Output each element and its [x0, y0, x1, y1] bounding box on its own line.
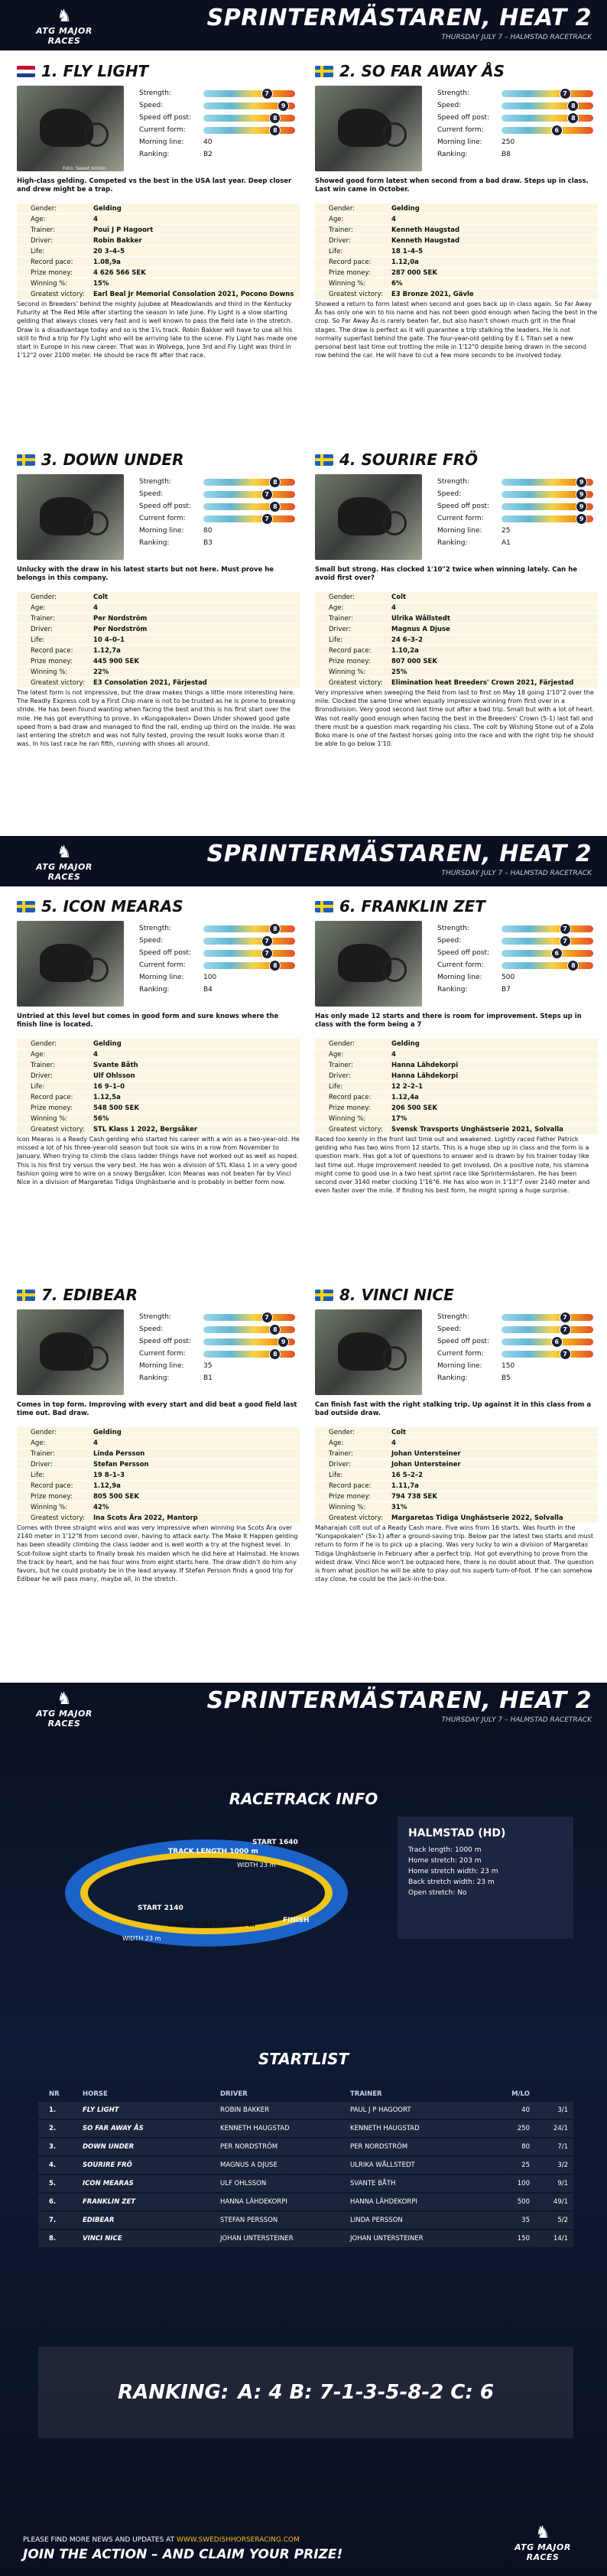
horse-stats	[437, 87, 598, 161]
fact-row-trainer: Trainer: Linda Persson	[17, 1449, 300, 1459]
horse-intro: Unlucky with the draw in his latest starts but not here. Must prove he belongs in this company.	[17, 566, 274, 583]
fact-row-trainer: Trainer: Kenneth Haugstad	[315, 225, 598, 236]
fact-row-driver: Driver: Johan Untersteiner	[315, 1459, 598, 1470]
rating-bar	[502, 90, 593, 97]
rating-knob: 7	[261, 88, 273, 99]
rating-bar	[203, 491, 295, 498]
horse-name: 1. FLY LIGHT	[41, 62, 149, 80]
stat-speed-off-post: Speed off post: 6	[437, 1335, 598, 1348]
horse-stats	[437, 1311, 598, 1384]
track-diagram	[54, 1832, 359, 1954]
stat-ranking: Ranking: B2	[139, 151, 213, 158]
horse-logo-icon: ♞	[535, 2523, 550, 2542]
fact-row-winning: Winning %: 56%	[17, 1114, 300, 1124]
stat-morning-line: Morning line: 25	[437, 527, 511, 535]
fact-row-prize: Prize money: 548 500 SEK	[17, 1103, 300, 1114]
fact-row-trainer: Trainer: Per Nordström	[17, 613, 300, 624]
fact-row-gender: Gender: Gelding	[17, 203, 300, 214]
page-title: SPRINTERMÄSTAREN, HEAT 2	[206, 1687, 592, 1714]
horse-logo-icon: ♞	[57, 843, 72, 862]
track-info-row: Home stretch width: 23 m	[408, 1867, 498, 1875]
stat-current-form: Current form: 8	[139, 1348, 300, 1360]
rating-knob: 7	[560, 88, 571, 99]
rating-knob: 8	[269, 476, 281, 488]
fact-row-winning: Winning %: 17%	[315, 1114, 598, 1124]
stat-speed-off-post: Speed off post: 9	[437, 500, 598, 512]
horse-photo	[17, 921, 124, 1007]
fact-row-life: Life: 19 8–1–3	[17, 1470, 300, 1481]
stat-current-form: Current form: 7	[139, 512, 300, 525]
startlist-row: 5. ICON MEARAS ULF OHLSSON SVANTE BÅTH 100 9/1	[38, 2175, 573, 2192]
rating-knob: 7	[261, 489, 273, 500]
horse-card	[315, 61, 598, 359]
fact-row-prize: Prize money: 287 000 SEK	[315, 268, 598, 278]
fact-row-greatest: Greatest victory: Elimination heat Breeders' Crown 2021, Färjestad	[315, 678, 598, 688]
fact-row-life: Life: 24 6–3–2	[315, 635, 598, 646]
fact-row-winning: Winning %: 22%	[17, 667, 300, 678]
stat-speed: Speed: 9	[437, 488, 598, 500]
fact-row-record: Record pace: 1.12,5a	[17, 1092, 300, 1103]
rating-knob: 8	[269, 501, 281, 512]
startlist-row: 2. SO FAR AWAY ÅS KENNETH HAUGSTAD KENNETH HAUGSTAD 250 24/1	[38, 2120, 573, 2137]
header-band-1	[0, 0, 607, 50]
fact-row-age: Age: 4	[17, 603, 300, 613]
rating-knob: 7	[261, 1312, 273, 1323]
horse-photo	[17, 474, 124, 560]
fact-row-prize: Prize money: 805 500 SEK	[17, 1491, 300, 1502]
stat-speed: Speed: 8	[437, 99, 598, 112]
fact-row-record: Record pace: 1.10,2a	[315, 646, 598, 656]
track-name: HALMSTAD (HD)	[408, 1827, 506, 1839]
horse-intro: Can finish fast with the right stalking trip. Up against it in this class from a bad outside draw.	[315, 1401, 592, 1418]
atg-logo[interactable]: ♞ ATG MAJOR RACES	[18, 1690, 110, 1729]
track-info-row: Home stretch: 203 m	[408, 1856, 482, 1865]
rating-bar	[203, 127, 295, 134]
ranking-value: A: 4 B: 7-1-3-5-8-2 C: 6	[238, 2381, 494, 2404]
horse-facts	[17, 1427, 300, 1524]
horse-logo-icon: ♞	[57, 1690, 72, 1709]
stat-strength: Strength: 7	[139, 1311, 300, 1323]
stat-speed-off-post: Speed off post: 9	[139, 1335, 300, 1348]
stat-morning-line: Morning line: 80	[139, 527, 213, 535]
rating-bar	[203, 115, 295, 122]
rating-knob: 9	[576, 501, 587, 512]
rating-knob: 8	[269, 112, 281, 124]
rating-bar	[203, 1338, 295, 1345]
horse-story: Second in Breeders' behind the mighty Jujubee at Meadowlands and third in the Kentucky Futurity at The Red Mile after starting the season in late June. Fly Light is a slow starting gelding that always closes very fast and is well known to pass the field late in the stretch. Draw is a disadvantage today and so is the 1¼ track. Robin Bakker will have to use all his skill to find a trip for Fly Light who will be arriving late to the scene. Fly Light has made one start in Europe in his new career. That was in Wolvega, June 3rd and Fly Light was third in 1'12"2 over 2100 meter. He should be race fit after that race.	[17, 301, 297, 359]
horse-photo	[315, 1309, 422, 1395]
rating-bar	[203, 950, 295, 957]
flag-icon	[315, 901, 333, 912]
horse-card	[17, 450, 300, 748]
stat-current-form: Current form: 9	[437, 512, 598, 525]
footer-line2: JOIN THE ACTION – AND CLAIM YOUR PRIZE!	[23, 2547, 343, 2562]
stat-strength: Strength: 7	[139, 87, 300, 99]
stat-strength: Strength: 7	[437, 1311, 598, 1323]
horse-name: 3. DOWN UNDER	[41, 450, 184, 469]
horse-story: Raced too keenly in the front last time out and weakened. Lightly raced Father Patrick gelding who has two wins from 12 starts. This is a huge step up in class and the form is a question mark. Has got a lot of questions to answer and is drawn by his trainer today like last time out. Huge improvement needed to get involved. On a positive note, his stamina might come to good use in a two heat sprint race like Sprintermästaren. He has been second over 3140 meter clocking 1'16"6. He has also won in 1'13"7 over 2140 meter and even faster over the mile. If finding his best form, he might spring a huge surprise.	[315, 1136, 590, 1195]
horse-photo	[17, 1309, 124, 1395]
rating-bar	[502, 925, 593, 932]
rating-knob: 8	[269, 125, 281, 136]
startlist-row: 8. VINCI NICE JOHAN UNTERSTEINER JOHAN UNTERSTEINER 150 14/1	[38, 2230, 573, 2247]
horse-story: Showed a return to form latest when second and goes back up in class again. So Far Away Ås has only one win to his name and has not been good enough when facing the best in the crop. So Far Away Ås is rarely beaten far, but also hasn't shown much grit in the final stages. The draw is perfect as it will guarantee a trip stalking the leaders. He is not normally superfast behind the gate. The four-year-old gelding by E L Titan set a new personal best last time out trotting the mile in 1'12"0 despite being drawn in the second row behind the car. He will have to cut a few more seconds to be involved today.	[315, 301, 598, 359]
rating-bar	[203, 503, 295, 510]
fact-row-driver: Driver: Kenneth Haugstad	[315, 236, 598, 246]
fact-row-record: Record pace: 1.12,4a	[315, 1092, 598, 1103]
stat-ranking: Ranking: B1	[139, 1374, 213, 1382]
flag-icon	[17, 1290, 35, 1301]
horse-card	[17, 61, 300, 359]
header-band-2	[0, 836, 607, 886]
fact-row-driver: Driver: Stefan Persson	[17, 1459, 300, 1470]
stat-ranking: Ranking: B3	[139, 539, 213, 547]
atg-logo[interactable]: ♞ ATG MAJOR RACES	[18, 8, 110, 46]
horse-intro: Small but strong. Has clocked 1'10"2 twice when winning lately. Can he avoid first over?	[315, 566, 578, 583]
ranking-label: RANKING:	[118, 2381, 229, 2404]
horse-logo-icon: ♞	[57, 7, 72, 26]
track-info-row: Back stretch width: 23 m	[408, 1878, 495, 1886]
rating-bar	[203, 1314, 295, 1321]
rating-knob: 7	[560, 923, 571, 935]
rating-bar	[502, 938, 593, 945]
fact-row-driver: Driver: Ulf Ohlsson	[17, 1071, 300, 1081]
rating-knob: 7	[261, 935, 273, 947]
footer	[23, 2536, 342, 2562]
flag-icon	[17, 901, 35, 912]
flag-icon	[315, 454, 333, 466]
rating-knob: 7	[560, 935, 571, 947]
stat-speed-off-post: Speed off post: 8	[437, 112, 598, 124]
rating-bar	[203, 90, 295, 97]
horse-stats	[139, 87, 300, 161]
rating-bar	[203, 479, 295, 486]
track-length-label: TRACK LENGTH 1000 m	[168, 1848, 258, 1856]
horse-intro: High-class gelding. Competed vs the best in the USA last year. Deep closer and drew might be a trap.	[17, 177, 292, 194]
rating-bar	[502, 516, 593, 522]
fact-row-life: Life: 18 1–4–5	[315, 246, 598, 257]
rating-knob: 8	[269, 960, 281, 971]
startlist-row: 7. EDIBEAR STEFAN PERSSON LINDA PERSSON 35 5/2	[38, 2212, 573, 2229]
fact-row-winning: Winning %: 25%	[315, 667, 598, 678]
horse-intro: Showed good form latest when second from a bad draw. Steps up in class. Last win came in October.	[315, 177, 589, 194]
horse-photo	[315, 86, 422, 171]
fact-row-gender: Gender: Gelding	[17, 1039, 300, 1049]
horse-story: Comes with three straight wins and was very impressive when winning Ina Scots Ära over 2140 meter in 1'12"8 from second over, having to attack early. The Make It Happen gelding has been steadily climbing the class ladder and is well worth a try at the highest level. In Scot-follow sight starts to finally break his maiden which he did here at Halmstad. He knows the track by heart, and he has four wins from eight starts here. The draw didn't do him any favors, but he could probably be in the lead anyway. If Stefan Persson finds a good trip for Edibear he will pass many, maybe all, in the stretch.	[17, 1524, 300, 1583]
horse-card	[315, 1285, 598, 1583]
fact-row-prize: Prize money: 445 900 SEK	[17, 656, 300, 667]
rating-knob: 8	[269, 1324, 281, 1335]
fact-row-record: Record pace: 1.08,9a	[17, 257, 300, 268]
rating-knob: 9	[278, 1336, 289, 1348]
horse-intro: Has only made 12 starts and there is room for improvement. Steps up in class with the form being a 7	[315, 1013, 582, 1029]
horse-photo	[315, 474, 422, 560]
flag-icon	[315, 1290, 333, 1301]
horse-facts	[17, 592, 300, 688]
horse-story: Maharajah colt out of a Ready Cash mare. Five wins from 16 starts. Was fourth in the "Kungapokalen" (5x-1) after a ground-saving trip. Below par the latest two starts and must return to form if he is to pick up a placing. Was very lucky to win a division of Margaretas Tidiga Unghästserie in February after a perfect trip. Hot got everything to prove from the widest draw. Vinci Nice won't be outpaced here, there is no doubt about that. The question is from what position he will be able to play out his superb turn-of-foot. If he can somehow stay close, he could be the jack-in-the-box.	[315, 1524, 594, 1583]
fact-row-winning: Winning %: 6%	[315, 278, 598, 289]
footer-line1: PLEASE FIND MORE NEWS AND UPDATES AT	[23, 2536, 177, 2544]
horse-facts	[315, 592, 598, 688]
fact-row-record: Record pace: 1.11,7a	[315, 1481, 598, 1491]
finish-label: FINISH	[283, 1917, 310, 1924]
fact-row-gender: Gender: Gelding	[315, 203, 598, 214]
fact-row-gender: Gender: Colt	[315, 1427, 598, 1438]
fact-row-prize: Prize money: 807 000 SEK	[315, 656, 598, 667]
fact-row-winning: Winning %: 15%	[17, 278, 300, 289]
stat-strength: Strength: 8	[139, 922, 300, 935]
fact-row-life: Life: 20 3–4–5	[17, 246, 300, 257]
stat-ranking: Ranking: B4	[139, 986, 213, 994]
fact-row-greatest: Greatest victory: E3 Consolation 2021, Färjestad	[17, 678, 300, 688]
atg-logo-footer[interactable]: ♞ ATG MAJOR RACES	[497, 2524, 589, 2562]
startlist-title: STARTLIST	[258, 2050, 349, 2068]
stat-morning-line: Morning line: 100	[139, 974, 217, 981]
stat-speed: Speed: 7	[139, 935, 300, 947]
rating-knob: 9	[576, 476, 587, 488]
stat-speed: Speed: 9	[139, 99, 300, 112]
rating-bar	[502, 1326, 593, 1333]
rating-bar	[203, 102, 295, 109]
fact-row-driver: Driver: Magnus A Djuse	[315, 624, 598, 635]
stat-current-form: Current form: 6	[437, 124, 598, 136]
fact-row-age: Age: 4	[315, 214, 598, 225]
page-subtitle: THURSDAY JULY 7 – HALMSTAD RACETRACK	[441, 1716, 592, 1724]
width-top-label: WIDTH 23 m	[237, 1862, 276, 1869]
horse-facts	[17, 1039, 300, 1135]
home-stretch-label: HOME STRETCH 203 m	[168, 1921, 255, 1929]
stat-speed: Speed: 7	[437, 935, 598, 947]
rating-bar	[502, 491, 593, 498]
rating-bar	[502, 1338, 593, 1345]
horse-name: 7. EDIBEAR	[41, 1286, 138, 1304]
fact-row-gender: Gender: Colt	[315, 592, 598, 603]
stat-speed: Speed: 7	[437, 1323, 598, 1335]
rating-bar	[502, 1351, 593, 1358]
fact-row-driver: Driver: Hanna Lähdekorpi	[315, 1071, 598, 1081]
rating-bar	[502, 479, 593, 486]
stat-strength: Strength: 7	[437, 87, 598, 99]
stat-morning-line: Morning line: 500	[437, 974, 515, 981]
page-title: SPRINTERMÄSTAREN, HEAT 2	[206, 5, 592, 31]
footer-url-link[interactable]: WWW.SWEDISHHORSERACING.COM	[176, 2536, 300, 2544]
horse-stats	[437, 922, 598, 996]
fact-row-gender: Gender: Gelding	[315, 1039, 598, 1049]
horse-story: Very impressive when sweeping the field from last to first on May 18 going 1'10"2 over the mile. Clocked the same time when equally impressive winning from first over in a Bronsdivision. Very good second last time out after a bad trip. Small but with a lot of heart. Was not really good enough when facing the best in the Breeders' Crown (5-1) last fall and there must be a question mark regarding his class. The colt by Wishing Stone out of a Zola Boko mare is one of the fastest horses going into the race and with the right trip he should be able to go below 1'10.	[315, 689, 595, 748]
rating-bar	[502, 503, 593, 510]
flag-icon	[17, 454, 35, 466]
rating-knob: 9	[576, 489, 587, 500]
rating-bar	[502, 1314, 593, 1321]
rating-bar	[203, 1326, 295, 1333]
stat-speed-off-post: Speed off post: 7	[139, 947, 300, 959]
track-info-box	[398, 1817, 573, 1939]
fact-row-record: Record pace: 1.12,7a	[17, 646, 300, 656]
fact-row-greatest: Greatest victory: STL Klass 1 2022, Bergsåker	[17, 1124, 300, 1135]
horse-facts	[315, 1039, 598, 1135]
fact-row-prize: Prize money: 206 500 SEK	[315, 1103, 598, 1114]
rating-knob: 6	[551, 948, 563, 959]
startlist-table	[38, 2086, 573, 2249]
fact-row-greatest: Greatest victory: Ina Scots Ära 2022, Mantorp	[17, 1513, 300, 1524]
horse-name: 4. SOURIRE FRÖ	[339, 450, 479, 469]
horse-stats	[139, 1311, 300, 1384]
rating-bar	[502, 950, 593, 957]
fact-row-age: Age: 4	[315, 1438, 598, 1449]
start-2140-label: START 2140	[138, 1904, 183, 1912]
flag-icon	[315, 66, 333, 77]
rating-bar	[203, 938, 295, 945]
fact-row-trainer: Trainer: Pouï J P Hagoort	[17, 225, 300, 236]
page-subtitle: THURSDAY JULY 7 – HALMSTAD RACETRACK	[441, 34, 592, 41]
horse-intro: Untried at this level but comes in good form and sure knows where the finish line is located.	[17, 1013, 279, 1029]
horse-card	[315, 896, 598, 1195]
width-bottom-label: WIDTH 23 m	[122, 1935, 161, 1942]
rating-knob: 7	[560, 1348, 571, 1360]
rating-bar	[502, 127, 593, 134]
startlist-row: 1. FLY LIGHT ROBIN BAKKER PAUL J P HAGOORT 40 3/1	[38, 2102, 573, 2119]
rating-knob: 8	[269, 923, 281, 935]
fact-row-trainer: Trainer: Svante Båth	[17, 1060, 300, 1071]
rating-knob: 9	[278, 100, 289, 112]
fact-row-prize: Prize money: 4 626 566 SEK	[17, 268, 300, 278]
horse-photo	[17, 86, 124, 171]
fact-row-life: Life: 16 9–1–0	[17, 1081, 300, 1092]
rating-knob: 8	[567, 100, 579, 112]
horse-facts	[315, 1427, 598, 1524]
fact-row-age: Age: 4	[17, 214, 300, 225]
horse-name: 5. ICON MEARAS	[41, 897, 183, 916]
horse-story: Icon Mearas is a Ready Cash gelding who started his career with a win as a two-year-old. He missed a lot of his three-year-old season but took six wins in a row from November to January. When trying to climb the class ladder things have not worked out as well as hoped. This is his first try versus the very best. He has won a division of STL Klass 1 in a very good fashion going wire to wire on a snowy Bergsåker. Icon Mearas was not beaten far by Vinci Nice in a division of Margaretas Tidiga Unghästserie and is probably in better form now.	[17, 1136, 300, 1186]
fact-row-winning: Winning %: 42%	[17, 1502, 300, 1513]
fact-row-greatest: Greatest victory: E3 Bronze 2021, Gävle	[315, 289, 598, 300]
fact-row-driver: Driver: Robin Bakker	[17, 236, 300, 246]
rating-bar	[203, 962, 295, 969]
rating-bar	[502, 962, 593, 969]
startlist-row: 3. DOWN UNDER PER NORDSTRÖM PER NORDSTRÖM 80 7/1	[38, 2139, 573, 2155]
horse-photo	[315, 921, 422, 1007]
stat-speed-off-post: Speed off post: 8	[139, 500, 300, 512]
fact-row-life: Life: 16 5–2–2	[315, 1470, 598, 1481]
startlist-row: 6. FRANKLIN ZET HANNA LÄHDEKORPI HANNA LÄHDEKORPI 500 49/1	[38, 2194, 573, 2210]
rating-knob: 9	[576, 513, 587, 525]
stat-ranking: Ranking: B7	[437, 986, 511, 994]
atg-logo[interactable]: ♞ ATG MAJOR RACES	[18, 844, 110, 882]
rating-knob: 7	[261, 948, 273, 959]
fact-row-record: Record pace: 1.12,0a	[315, 257, 598, 268]
fact-row-life: Life: 10 4–0–1	[17, 635, 300, 646]
horse-facts	[315, 203, 598, 300]
stat-strength: Strength: 8	[139, 476, 300, 488]
stat-current-form: Current form: 8	[139, 959, 300, 971]
fact-row-driver: Driver: Per Nordström	[17, 624, 300, 635]
stat-morning-line: Morning line: 250	[437, 138, 515, 146]
stat-current-form: Current form: 8	[139, 124, 300, 136]
fact-row-greatest: Greatest victory: Earl Beal Jr Memorial Consolation 2021, Pocono Downs	[17, 289, 300, 300]
rating-bar	[203, 925, 295, 932]
fact-row-age: Age: 4	[17, 1049, 300, 1060]
rating-bar	[203, 516, 295, 522]
stat-current-form: Current form: 7	[437, 1348, 598, 1360]
stat-ranking: Ranking: B5	[437, 1374, 511, 1382]
fact-row-age: Age: 4	[17, 1438, 300, 1449]
fact-row-gender: Gender: Colt	[17, 592, 300, 603]
rating-bar	[502, 115, 593, 122]
horse-story: The latest form is not impressive, but the draw makes things a little more interesting here. The Readly Express colt by a First Chip mare is not to be trusted as he is prone to breaking stride. He has been found wanting when facing the best and this is his first start over the mile. He has got everything to prove. In »Kungapokalen« Down Under showed good gate speed from a bad draw and managed to find the rail, ending up third on the inside. He was last entering the stretch and was not fully tested, proving the result looks worse than it was. In his last race he ran fifth, running with shoes all around.	[17, 689, 296, 748]
fact-row-greatest: Greatest victory: Svensk Travsports Unghästserie 2021, Solvalla	[315, 1124, 598, 1135]
fact-row-trainer: Trainer: Hanna Lähdekorpi	[315, 1060, 598, 1071]
rating-knob: 8	[269, 1348, 281, 1360]
fact-row-record: Record pace: 1.12,9a	[17, 1481, 300, 1491]
stat-speed: Speed: 7	[139, 488, 300, 500]
horse-name: 8. VINCI NICE	[339, 1286, 454, 1304]
rating-knob: 7	[560, 1312, 571, 1323]
track-info-row: Track length: 1000 m	[408, 1846, 482, 1854]
rating-knob: 6	[551, 1336, 563, 1348]
horse-name: 6. FRANKLIN ZET	[339, 897, 485, 916]
rating-knob: 6	[551, 125, 563, 136]
fact-row-age: Age: 4	[315, 1049, 598, 1060]
stat-speed: Speed: 8	[139, 1323, 300, 1335]
fact-row-trainer: Trainer: Ulrika Wållstedt	[315, 613, 598, 624]
stat-ranking: Ranking: B8	[437, 151, 511, 158]
horse-facts	[17, 203, 300, 300]
stat-strength: Strength: 7	[437, 922, 598, 935]
horse-stats	[139, 476, 300, 549]
fact-row-greatest: Greatest victory: Margaretas Tidiga Unghästserie 2022, Solvalla	[315, 1513, 598, 1524]
page-subtitle: THURSDAY JULY 7 – HALMSTAD RACETRACK	[441, 870, 592, 877]
stat-speed-off-post: Speed off post: 6	[437, 947, 598, 959]
racetrack-info-title: RACETRACK INFO	[229, 1790, 378, 1808]
horse-card	[315, 450, 598, 748]
startlist-header: NR HORSE DRIVER TRAINER M/LO	[49, 2090, 530, 2098]
fact-row-gender: Gender: Gelding	[17, 1427, 300, 1438]
rating-knob: 7	[261, 513, 273, 525]
fact-row-prize: Prize money: 794 738 SEK	[315, 1491, 598, 1502]
page-title: SPRINTERMÄSTAREN, HEAT 2	[206, 841, 592, 867]
stat-ranking: Ranking: A1	[437, 539, 511, 547]
photo-credit: Foto: Sweet Antoin	[63, 166, 106, 171]
horse-card	[17, 1285, 300, 1583]
stat-current-form: Current form: 8	[437, 959, 598, 971]
rating-bar	[502, 102, 593, 109]
ranking-box	[38, 2347, 573, 2438]
stat-morning-line: Morning line: 40	[139, 138, 213, 146]
horse-card	[17, 896, 300, 1186]
stat-strength: Strength: 9	[437, 476, 598, 488]
start-1640-label: START 1640	[252, 1839, 298, 1846]
horse-stats	[139, 922, 300, 996]
rating-knob: 7	[560, 1324, 571, 1335]
track-info-row: Open stretch: No	[408, 1888, 467, 1897]
rating-knob: 8	[567, 960, 579, 971]
stat-morning-line: Morning line: 35	[139, 1362, 213, 1370]
horse-stats	[437, 476, 598, 549]
flag-icon	[17, 66, 35, 77]
fact-row-age: Age: 4	[315, 603, 598, 613]
stat-morning-line: Morning line: 150	[437, 1362, 515, 1370]
fact-row-trainer: Trainer: Johan Untersteiner	[315, 1449, 598, 1459]
rating-knob: 8	[567, 112, 579, 124]
fact-row-winning: Winning %: 31%	[315, 1502, 598, 1513]
stat-speed-off-post: Speed off post: 8	[139, 112, 300, 124]
startlist-row: 4. SOURIRE FRÖ MAGNUS A DJUSE ULRIKA WÅLLSTEDT 25 3/2	[38, 2157, 573, 2174]
rating-bar	[203, 1351, 295, 1358]
horse-intro: Comes in top form. Improving with every start and did beat a good field last time out. Bad draw.	[17, 1401, 297, 1418]
horse-name: 2. SO FAR AWAY ÅS	[339, 62, 505, 80]
fact-row-life: Life: 12 2–2–1	[315, 1081, 598, 1092]
